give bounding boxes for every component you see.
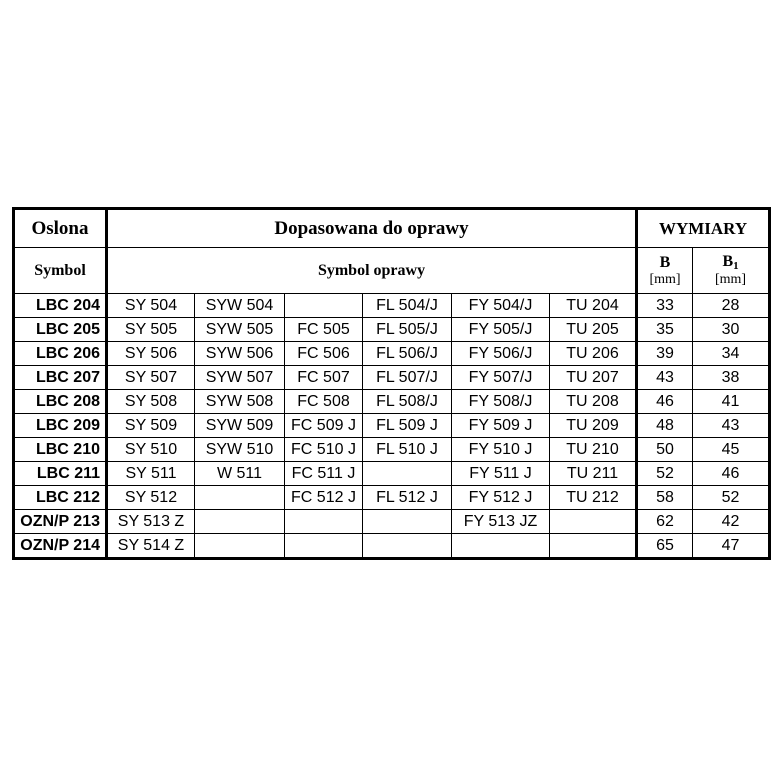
cell-oprawa: SY 509 <box>107 414 195 438</box>
cell-dim-b: 39 <box>637 342 693 366</box>
cell-oprawa: FC 512 J <box>285 486 363 510</box>
fitting-table-container <box>12 207 768 560</box>
cell-dim-b1: 46 <box>693 462 770 486</box>
cell-dim-b1: 45 <box>693 438 770 462</box>
cell-oprawa: FL 507/J <box>363 366 452 390</box>
cell-oprawa: SY 510 <box>107 438 195 462</box>
fitting-table <box>12 207 771 560</box>
cell-dim-b1: 43 <box>693 414 770 438</box>
header-b1-sub: 1 <box>733 260 739 273</box>
cell-oprawa <box>550 534 637 559</box>
cell-dim-b: 35 <box>637 318 693 342</box>
header-b1-label-wrap <box>693 253 768 272</box>
cell-oprawa: FY 505/J <box>452 318 550 342</box>
table-row <box>14 534 770 559</box>
cell-dim-b: 50 <box>637 438 693 462</box>
header-row-1 <box>14 209 770 248</box>
header-b1-unit: [mm] <box>714 272 747 288</box>
cell-oprawa: TU 211 <box>550 462 637 486</box>
cell-oprawa: FY 512 J <box>452 486 550 510</box>
cell-oprawa: FY 504/J <box>452 294 550 318</box>
cell-oprawa: FL 505/J <box>363 318 452 342</box>
cell-oprawa: TU 210 <box>550 438 637 462</box>
table-row <box>14 438 770 462</box>
header-symbol: Symbol <box>14 248 107 294</box>
cell-oprawa: SYW 508 <box>195 390 285 414</box>
cell-oprawa <box>363 510 452 534</box>
cell-oprawa: TU 207 <box>550 366 637 390</box>
cell-dim-b1: 38 <box>693 366 770 390</box>
cell-oprawa: SYW 509 <box>195 414 285 438</box>
cell-oslona-symbol: LBC 205 <box>14 318 107 342</box>
cell-oprawa: FL 509 J <box>363 414 452 438</box>
cell-oprawa: SY 506 <box>107 342 195 366</box>
cell-oprawa <box>452 534 550 559</box>
cell-oprawa: FY 508/J <box>452 390 550 414</box>
cell-oprawa: FY 509 J <box>452 414 550 438</box>
cell-oprawa: FC 509 J <box>285 414 363 438</box>
cell-dim-b1: 30 <box>693 318 770 342</box>
table-row <box>14 318 770 342</box>
cell-oprawa <box>285 510 363 534</box>
cell-oprawa <box>285 534 363 559</box>
cell-oprawa <box>550 510 637 534</box>
cell-oprawa: TU 212 <box>550 486 637 510</box>
table-row <box>14 342 770 366</box>
cell-dim-b: 52 <box>637 462 693 486</box>
header-b1 <box>693 248 770 294</box>
header-wymiary: WYMIARY <box>637 209 770 248</box>
table-row <box>14 366 770 390</box>
cell-oprawa: SYW 507 <box>195 366 285 390</box>
cell-dim-b: 46 <box>637 390 693 414</box>
cell-oprawa: FY 513 JZ <box>452 510 550 534</box>
header-oslona: Oslona <box>14 209 107 248</box>
cell-oslona-symbol: LBC 209 <box>14 414 107 438</box>
cell-oprawa: SY 512 <box>107 486 195 510</box>
cell-oprawa: TU 206 <box>550 342 637 366</box>
cell-oslona-symbol: LBC 206 <box>14 342 107 366</box>
cell-dim-b1: 52 <box>693 486 770 510</box>
cell-oprawa: SY 508 <box>107 390 195 414</box>
cell-oprawa: FY 511 J <box>452 462 550 486</box>
cell-oprawa <box>195 510 285 534</box>
cell-dim-b: 48 <box>637 414 693 438</box>
cell-dim-b: 65 <box>637 534 693 559</box>
cell-oprawa <box>195 534 285 559</box>
cell-oprawa: SY 511 <box>107 462 195 486</box>
cell-oprawa: FL 508/J <box>363 390 452 414</box>
cell-oprawa <box>285 294 363 318</box>
cell-oslona-symbol: OZN/P 214 <box>14 534 107 559</box>
cell-dim-b: 58 <box>637 486 693 510</box>
table-row <box>14 294 770 318</box>
cell-dim-b1: 47 <box>693 534 770 559</box>
table-row <box>14 462 770 486</box>
cell-oprawa: TU 205 <box>550 318 637 342</box>
header-row-2 <box>14 248 770 294</box>
header-b <box>637 248 693 294</box>
cell-oprawa: FC 506 <box>285 342 363 366</box>
header-b1-label: B <box>722 253 734 271</box>
cell-oprawa: SY 505 <box>107 318 195 342</box>
cell-oprawa: W 511 <box>195 462 285 486</box>
cell-oprawa: SYW 505 <box>195 318 285 342</box>
cell-dim-b: 62 <box>637 510 693 534</box>
cell-oprawa: SY 513 Z <box>107 510 195 534</box>
cell-oprawa: FL 512 J <box>363 486 452 510</box>
cell-dim-b1: 42 <box>693 510 770 534</box>
cell-oprawa: FC 511 J <box>285 462 363 486</box>
cell-oslona-symbol: LBC 204 <box>14 294 107 318</box>
cell-oslona-symbol: LBC 208 <box>14 390 107 414</box>
cell-oslona-symbol: LBC 212 <box>14 486 107 510</box>
table-row <box>14 414 770 438</box>
header-dopasowana: Dopasowana do oprawy <box>107 209 637 248</box>
header-b-unit: [mm] <box>649 271 681 287</box>
cell-oprawa: TU 204 <box>550 294 637 318</box>
cell-oprawa: FL 504/J <box>363 294 452 318</box>
cell-oprawa: SY 507 <box>107 366 195 390</box>
header-b-label: B <box>659 254 671 271</box>
table-row <box>14 390 770 414</box>
cell-dim-b1: 34 <box>693 342 770 366</box>
cell-oprawa: FC 510 J <box>285 438 363 462</box>
cell-oslona-symbol: LBC 211 <box>14 462 107 486</box>
table-row <box>14 486 770 510</box>
cell-dim-b1: 28 <box>693 294 770 318</box>
table-row <box>14 510 770 534</box>
header-symbol-oprawy: Symbol oprawy <box>107 248 637 294</box>
cell-oprawa: FC 507 <box>285 366 363 390</box>
cell-oprawa: FC 505 <box>285 318 363 342</box>
cell-oprawa: TU 208 <box>550 390 637 414</box>
cell-oprawa <box>363 462 452 486</box>
cell-oprawa: FY 507/J <box>452 366 550 390</box>
cell-oslona-symbol: OZN/P 213 <box>14 510 107 534</box>
cell-oslona-symbol: LBC 207 <box>14 366 107 390</box>
cell-oprawa: SYW 504 <box>195 294 285 318</box>
cell-dim-b1: 41 <box>693 390 770 414</box>
cell-dim-b: 33 <box>637 294 693 318</box>
cell-oprawa: TU 209 <box>550 414 637 438</box>
cell-oprawa: FY 510 J <box>452 438 550 462</box>
cell-oprawa <box>195 486 285 510</box>
cell-oprawa: FL 510 J <box>363 438 452 462</box>
cell-oprawa: FC 508 <box>285 390 363 414</box>
cell-oprawa: SY 514 Z <box>107 534 195 559</box>
cell-dim-b: 43 <box>637 366 693 390</box>
cell-oprawa: FY 506/J <box>452 342 550 366</box>
cell-oprawa: SYW 506 <box>195 342 285 366</box>
cell-oprawa: SYW 510 <box>195 438 285 462</box>
cell-oprawa: SY 504 <box>107 294 195 318</box>
cell-oprawa <box>363 534 452 559</box>
cell-oprawa: FL 506/J <box>363 342 452 366</box>
cell-oslona-symbol: LBC 210 <box>14 438 107 462</box>
